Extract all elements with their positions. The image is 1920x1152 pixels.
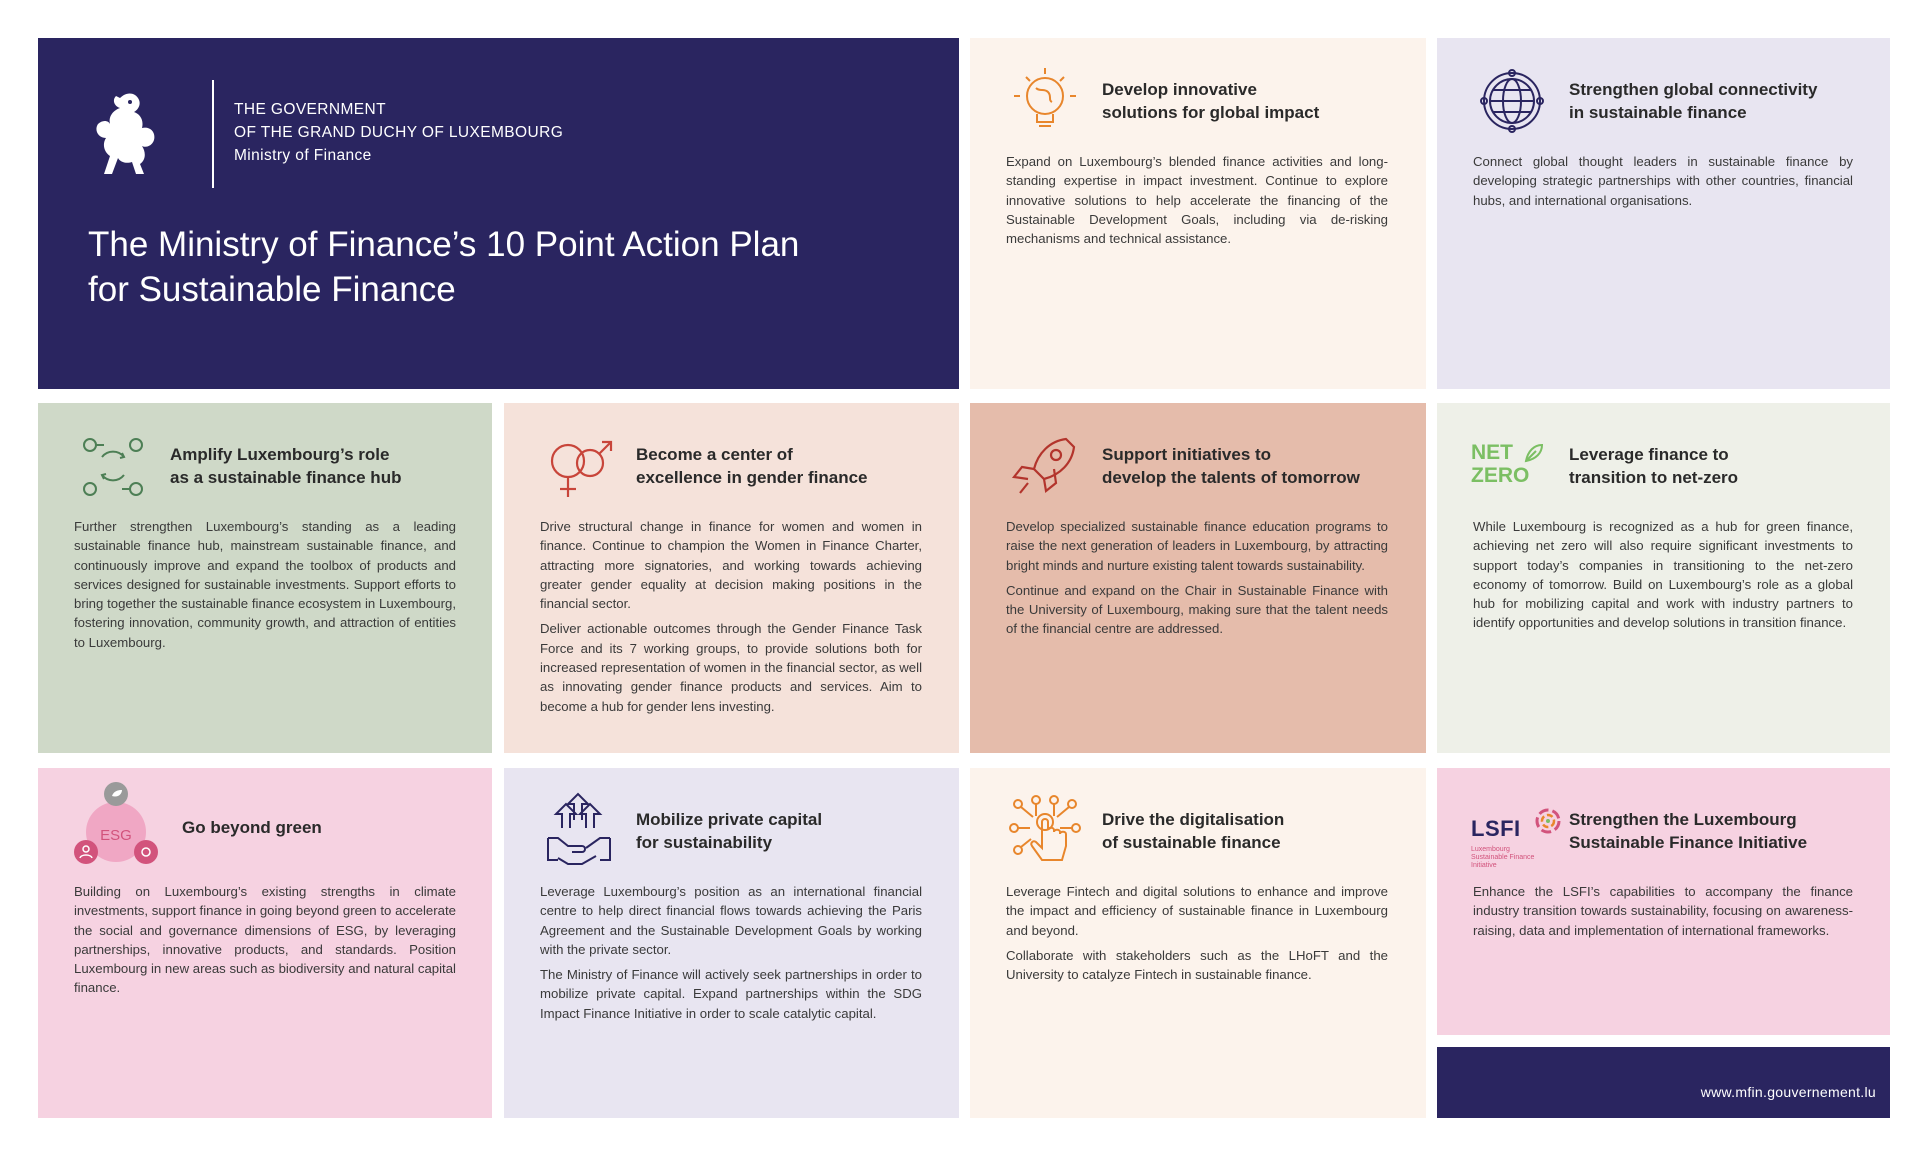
card-body: The Ministry of Finance will actively seek partnerships in order to mobilize private capital. Expand partnerships within the SDG Impact Finance Initiative in order to scale catalytic capital. [540, 967, 922, 1021]
card-body: Connect global thought leaders in sustainable finance by developing strategic partnerships with other countries, financial hubs, and international organisations. [1473, 154, 1853, 208]
action-card [970, 403, 1426, 753]
card-body: Expand on Luxembourg’s blended finance activities and long-standing expertise in impact investment. Continue to explore innovative solutions to help accelerate the financing of the Sustainable Development Goals, including via de-risking mechanisms and technical assistance. [1006, 154, 1388, 247]
action-card [38, 403, 492, 753]
touch-network-icon [1006, 792, 1084, 870]
card-heading: Go beyond green [182, 818, 322, 837]
card-body: Drive structural change in finance for women and women in finance. Continue to champion the Women in Finance Charter, attracting more signatories, and working towards achieving greater gender equality at decision making positions in the financial sector. [540, 519, 922, 612]
header-banner [38, 38, 959, 389]
handshake-arrows-icon [540, 792, 618, 870]
card-heading: Support initiatives to [1102, 445, 1272, 464]
title-line: for Sustainable Finance [88, 270, 456, 309]
card-heading: Become a center of [636, 445, 793, 464]
card-heading: solutions for global impact [1102, 103, 1320, 122]
action-card [1437, 768, 1890, 1035]
card-heading: as a sustainable finance hub [170, 468, 402, 487]
leaf-icon [1523, 441, 1545, 463]
ministry-name: Ministry of Finance [234, 147, 372, 164]
card-heading: Mobilize private capital [636, 810, 823, 829]
action-card [970, 38, 1426, 389]
card-heading: Leverage finance to [1569, 445, 1729, 464]
lightbulb-globe-icon [1006, 62, 1084, 140]
logo-divider [212, 80, 214, 188]
action-card [1437, 403, 1890, 753]
card-heading: Strengthen the Luxembourg [1569, 810, 1797, 829]
card-heading: in sustainable finance [1569, 103, 1747, 122]
lsfi-logo-text: LSFI [1471, 816, 1521, 841]
government-name-line: THE GOVERNMENT [234, 101, 386, 118]
action-card [504, 403, 959, 753]
lsfi-swirl-icon [1533, 806, 1563, 836]
card-body: While Luxembourg is recognized as a hub for green finance, achieving net zero will also require significant investments to support today’s companies in transitioning to the net-zero economy of tomorrow. Build on Luxembourg’s role as a global hub for mobilizing capital and work with industry partners to identify opportunities and develop solutions in transition finance. [1473, 519, 1853, 631]
net-zero-icon [1471, 441, 1561, 501]
esg-icon [68, 780, 158, 870]
lion-crest-icon [90, 90, 162, 182]
lsfi-logo-icon [1471, 806, 1563, 869]
card-body: Further strengthen Luxembourg’s standing as a leading sustainable finance hub, mainstream sustainable finance, and continuously improve and expand the toolbox of products and services designed for sustainable investments. Support efforts to bring together the sustainable finance ecosystem in Luxembourg, fostering innovation, community growth, and attraction of entities to Luxembourg. [74, 519, 456, 650]
page-title [88, 222, 888, 312]
card-heading: Develop innovative [1102, 80, 1257, 99]
card-heading: Strengthen global connectivity [1569, 80, 1818, 99]
gender-symbols-icon [540, 427, 618, 505]
card-body: Leverage Fintech and digital solutions to enhance and improve the impact and efficiency of sustainable finance in Luxembourg and beyond. [1006, 884, 1388, 938]
globe-network-icon [1473, 62, 1551, 140]
card-heading: for sustainability [636, 833, 773, 852]
card-heading: Drive the digitalisation [1102, 810, 1285, 829]
website-link[interactable]: www.mfin.gouvernement.lu [1700, 1084, 1876, 1100]
card-body: Deliver actionable outcomes through the Gender Finance Task Force and its 7 working groups, to provide solutions both for increased representation of women in the financial sector, as well as innovating gender finance products and services. Aim to become a hub for gender lens investing. [540, 621, 922, 714]
card-heading: of sustainable finance [1102, 833, 1281, 852]
card-body: Enhance the LSFI’s capabilities to accompany the finance industry transition towards sustainability, focusing on awareness-raising, data and implementation of international frameworks. [1473, 884, 1853, 938]
card-body: Leverage Luxembourg’s position as an international financial centre to help direct financial flows towards achieving the Paris Agreement and the Sustainable Development Goals by working with the private sector. [540, 884, 922, 957]
net-zero-logo-text: NET [1471, 441, 1513, 464]
government-logo [90, 80, 610, 190]
action-card [38, 768, 492, 1118]
rocket-icon [1006, 427, 1084, 505]
card-body: Collaborate with stakeholders such as the LHoFT and the University to catalyze Fintech in sustainable finance. [1006, 947, 1388, 983]
card-heading: transition to net-zero [1569, 468, 1739, 487]
lsfi-logo-subtitle: Luxembourg Sustainable Finance Initiative [1471, 846, 1535, 869]
cycle-arrows-icon [74, 427, 152, 505]
card-heading: Amplify Luxembourg’s role [170, 445, 390, 464]
action-card [1437, 38, 1890, 389]
card-body: Develop specialized sustainable finance education programs to raise the next generation of leaders in Luxembourg, by attracting bright minds and nurture existing talent towards sustainability. [1006, 519, 1388, 573]
card-body: Building on Luxembourg’s existing strengths in climate investments, support finance in going beyond green to accelerate the social and governance dimensions of ESG, by leveraging partnerships, innovative products, and standards. Position Luxembourg in new areas such as biodiversity and natural capital finance. [74, 884, 456, 996]
card-heading: develop the talents of tomorrow [1102, 468, 1360, 487]
card-body: Continue and expand on the Chair in Sustainable Finance with the University of Luxembourg, making sure that the talent needs of the financial centre are addressed. [1006, 582, 1388, 637]
action-card [970, 768, 1426, 1118]
net-zero-logo-text: ZERO [1471, 464, 1530, 487]
footer-bar [1437, 1047, 1890, 1118]
government-name-line: OF THE GRAND DUCHY OF LUXEMBOURG [234, 124, 564, 141]
esg-label: ESG [100, 827, 132, 844]
card-heading: Sustainable Finance Initiative [1569, 833, 1808, 852]
title-line: The Ministry of Finance’s 10 Point Action Plan [88, 225, 800, 264]
card-heading: excellence in gender finance [636, 468, 868, 487]
action-card [504, 768, 959, 1118]
